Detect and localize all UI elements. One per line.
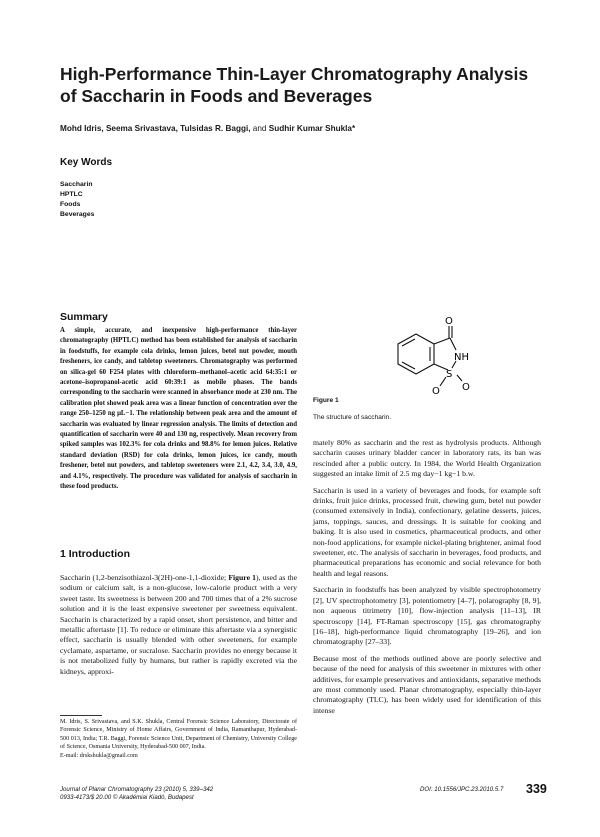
affiliation-text: M. Idris, S. Srivastava, and S.K. Shukla, Central Forensic Science Laboratory, Directorate of Forensic Science, Ministry of Home Affairs, Government of India, Ramanthapur, Hyderabad-500 013, India; T.R. Baggi, Forensic Science Unit, Department of Chemistry, University College of Science, Osmania University, Hyderabad-500 007, India.: [60, 719, 297, 751]
keywords-list: [60, 180, 94, 220]
summary-heading: Summary: [60, 311, 108, 323]
doi-link[interactable]: DOI: 10.1556/JPC.23.2010.5.7: [420, 786, 504, 793]
intro-text-a: Saccharin (1,2-benzisothiazol-3(2H)-one-1,1-dioxide;: [60, 573, 227, 582]
saccharin-structure-figure: [390, 314, 530, 400]
figure-reference-link[interactable]: Figure 1: [228, 573, 257, 582]
summary-text: A simple, accurate, and inexpensive high-performance thin-layer chromatography (HPTLC) method has been established for analysis of saccharin in foodstuffs, for example cola drinks, lemon juices, betel nut powder, mouth fresheners, ice candy, and tabletop sweeteners. Chromatography was performed on silica-gel 60 F254 plates with chloroform–methanol–acetic acid 64:35:1 or acetone–isopropanol-acetic acid 60:39:1 as mobile phases. The bands corresponding to the saccharin were scanned in absorbance mode at 230 nm. The calibration plot showed peak area was a linear function of concentration over the range 250–1250 ng μL−1. The relationship between peak area and the amount of saccharin was evaluated by linear regression analysis. The limits of detection and quantification of saccharin were 40 and 130 ng, respectively. Mean recovery from spiked samples was 102.3% for cola drinks and 98.8% for lemon juices. Relative standard deviation (RSD) for cola drinks, lemon juices, ice candy, mouth freshener, betel nut powders, and tabletop sweeteners were 2.1, 4.2, 3.4, 3.0, 4.9, and 4.1%, respectively. The procedure was validated for analysis of saccharin in these food products.: [60, 327, 297, 491]
footnote-divider: [60, 715, 102, 716]
authors-last: Sudhir Kumar Shukla*: [268, 124, 356, 133]
figure-label: Figure 1: [313, 397, 339, 404]
journal-citation: [60, 786, 213, 802]
figure-caption: The structure of saccharin.: [313, 414, 392, 421]
page-number: 339: [526, 782, 547, 796]
author-list: [60, 124, 540, 133]
introduction-heading: 1 Introduction: [60, 548, 130, 560]
benzene-ring: [398, 334, 434, 374]
paragraph: Saccharin is used in a variety of beverages and foods, for example soft drinks, fruit juice drinks, processed fruit, chewing gum, betel nut powder (consumed extensively in India), confectionary, gelatine desserts, juices, jams, toppings, sauces, and dressings. It is suitable for cooking and baking. It is also used in cosmetics, pharmaceutical products, and other non-food applications, for example nickel-plating brightener, animal food sweetener, etc. The analysis of saccharin in beverages, food products, and pharmaceutical preparations has economic and social relevance for both health and legal reasons.: [313, 485, 541, 578]
article-title: [60, 63, 540, 107]
keyword-item: Saccharin: [60, 181, 93, 188]
paragraph: Because most of the methods outlined above are poorly selective and because of the need for analysis of this sweetener in mixtures with other additives, for example preservatives and antioxidants, separative methods are most commonly used. Planar chromatography, especially thin-layer chromatography (TLC), has been widely used for identification of this intense: [313, 653, 541, 715]
atom-o-sulfonyl-2: O: [462, 382, 470, 393]
issn-copyright: 0933-4173/$ 20.00 © Akadémiai Kiadó, Budapest: [60, 794, 194, 802]
paragraph: Saccharin in foodstuffs has been analyzed by visible spectrophotometry [2], UV spectrophotometry [3], potentiometry [4–7], polarography [8, 9], non aqueous titrimetry [10], flow-injection analysis [11–13], IR spectroscopy [14], FT-Raman spectroscopy [15], gas chromatography [16–18], high-performance liquid chromatography [19–26], and ion chromatography [27–33].: [313, 585, 541, 647]
keyword-item: HPTLC: [60, 191, 83, 198]
authors-and: and: [252, 124, 267, 133]
paragraph: mately 80% as saccharin and the rest as hydrolysis products. Although saccharin causes urinary bladder cancer in laboratory rats, its ban was rescinded after a public outcry. In 1984, the World Health Organization suggested an intake limit of 2.5 mg day−1 kg−1 b.w.: [313, 438, 541, 479]
title-line-2: of Saccharin in Foods and Beverages: [60, 86, 373, 106]
paragraph: [60, 573, 297, 677]
keyword-item: Beverages: [60, 211, 95, 218]
authors-main: Mohd Idris, Seema Srivastava, Tulsidas R. Baggi,: [60, 124, 251, 133]
keywords-heading: Key Words: [60, 157, 113, 168]
intro-text-b: ), used as the sodium or calcium salt, is a non-glucose, low-calorie product with a very sweet taste. Its sweetness is between 200 and 700 times that of a 2% sucrose solution and it is the least expensive sweetener per sweetness equivalent. Saccharin is characterized by a rapid onset, short persistence, and bitter and metallic aftertaste [1]. To reduce or eliminate this aftertaste via a synergistic effect, saccharin is usually blended with other sweeteners, for example cyclamate, aspartame, or sucralose. Saccharin provides no energy because it is not metabolized fully by humans, but rather is rapidly excreted via the kidneys, approxi-: [60, 573, 297, 676]
keyword-item: Foods: [60, 201, 81, 208]
atom-nh: NH: [454, 352, 469, 363]
atom-o-sulfonyl-1: O: [432, 386, 440, 397]
atom-o-carbonyl: O: [445, 316, 453, 327]
atom-s: S: [446, 369, 453, 380]
contact-email[interactable]: E-mail: drskshukla@gmail.com: [60, 752, 138, 759]
title-line-1: High-Performance Thin-Layer Chromatography Analysis: [60, 64, 529, 84]
introduction-body: [60, 573, 297, 683]
right-column-body: [313, 438, 541, 722]
author-affiliation-footnote: [60, 718, 297, 760]
journal-reference: Journal of Planar Chromatography 23 (2010) 5, 339–342: [60, 786, 214, 793]
